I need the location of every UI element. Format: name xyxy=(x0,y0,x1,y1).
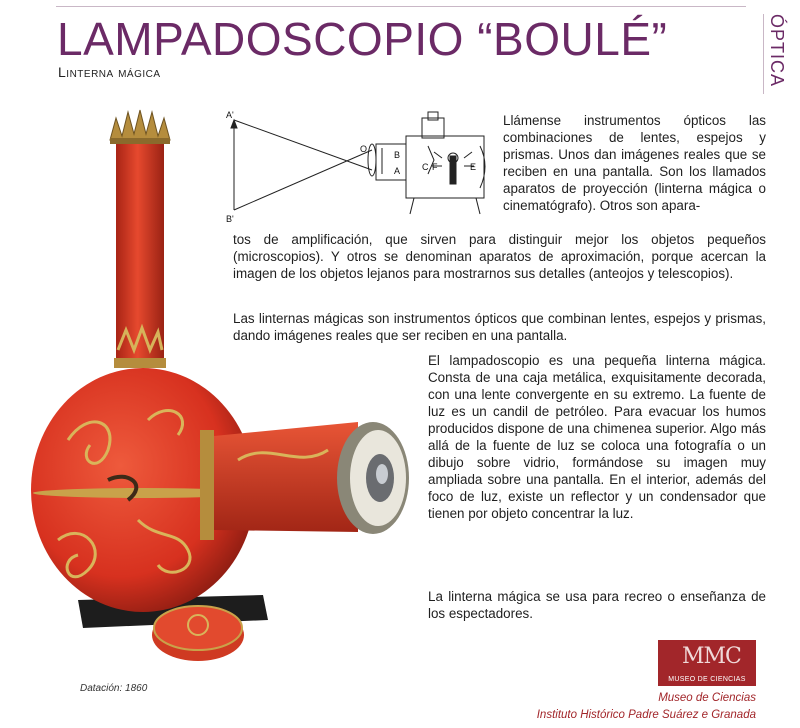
diagram-label-a: A xyxy=(394,166,401,176)
paragraph-usage: La linterna mágica se usa para recreo o enseñanza de los espectadores. xyxy=(428,589,766,621)
page-title: LAMPADOSCOPIO “BOULÉ” xyxy=(57,13,668,65)
diagram-label-b: B xyxy=(394,150,401,160)
diagram-label-c: C xyxy=(422,162,429,172)
diagram-label-e: E xyxy=(470,162,477,172)
diagram-label-b-prime: B' xyxy=(226,214,234,224)
museum-logo xyxy=(658,640,756,686)
page-subtitle: Linterna mágica xyxy=(58,64,161,80)
diagram-label-a-prime: A' xyxy=(226,110,234,120)
top-rule xyxy=(56,6,746,7)
paragraph-lampadoscope: El lampadoscopio es una pequeña linterna mágica. Consta de una caja metálica, exquisitamente decorada, con una lente convergente en su extremo. La fuente de luz es un candil de petróleo. Para evacuar los humos producidos dispone de una chimenea superior. Algo más allá de la fuente de luz se coloca una fotografía o un dibujo sobre vidrio, formándose su imagen muy ampliada sobre una pantalla. En el interior, además del foco de luz, existe un reflector y un condensador que tienen por objeto concentrar la luz. xyxy=(428,353,766,521)
section-label: ÓPTICA xyxy=(767,14,787,88)
logo-mark: MMC xyxy=(682,644,741,669)
optical-diagram xyxy=(222,110,498,230)
paragraph-intro: Llámense instrumentos ópticos las combinaciones de lentes, espejos y prismas. Unos dan imágenes reales que se reciben en una pantalla. Son los llamados aparatos de proyección (linterna mágica o cinematógrafo). Otros son apara- xyxy=(503,113,766,213)
diagram-label-f: F xyxy=(432,162,438,172)
institution-name: Museo de Ciencias xyxy=(658,692,756,704)
paragraph-magic-lanterns: Las linternas mágicas son instrumentos ópticos que combinan lentes, espejos y prismas, dando imágenes reales que ser reciben en una pantalla. xyxy=(233,311,766,343)
dating-caption: Datación: 1860 xyxy=(80,683,148,694)
paragraph-intro-continued: tos de amplificación, que sirven para distinguir mejor los objetos pequeños (microscopios). Y otros se denominan aparatos de aproximación, porque acercan la imagen de los objetos lejanos para mostrarnos sus detalles (anteojos y telescopios). xyxy=(233,232,766,281)
diagram-label-o: O xyxy=(360,144,368,154)
section-tab xyxy=(763,14,788,94)
institution-full-name: Instituto Histórico Padre Suárez e Granada xyxy=(536,709,756,721)
logo-name: MUSEO DE CIENCIAS xyxy=(668,676,746,683)
